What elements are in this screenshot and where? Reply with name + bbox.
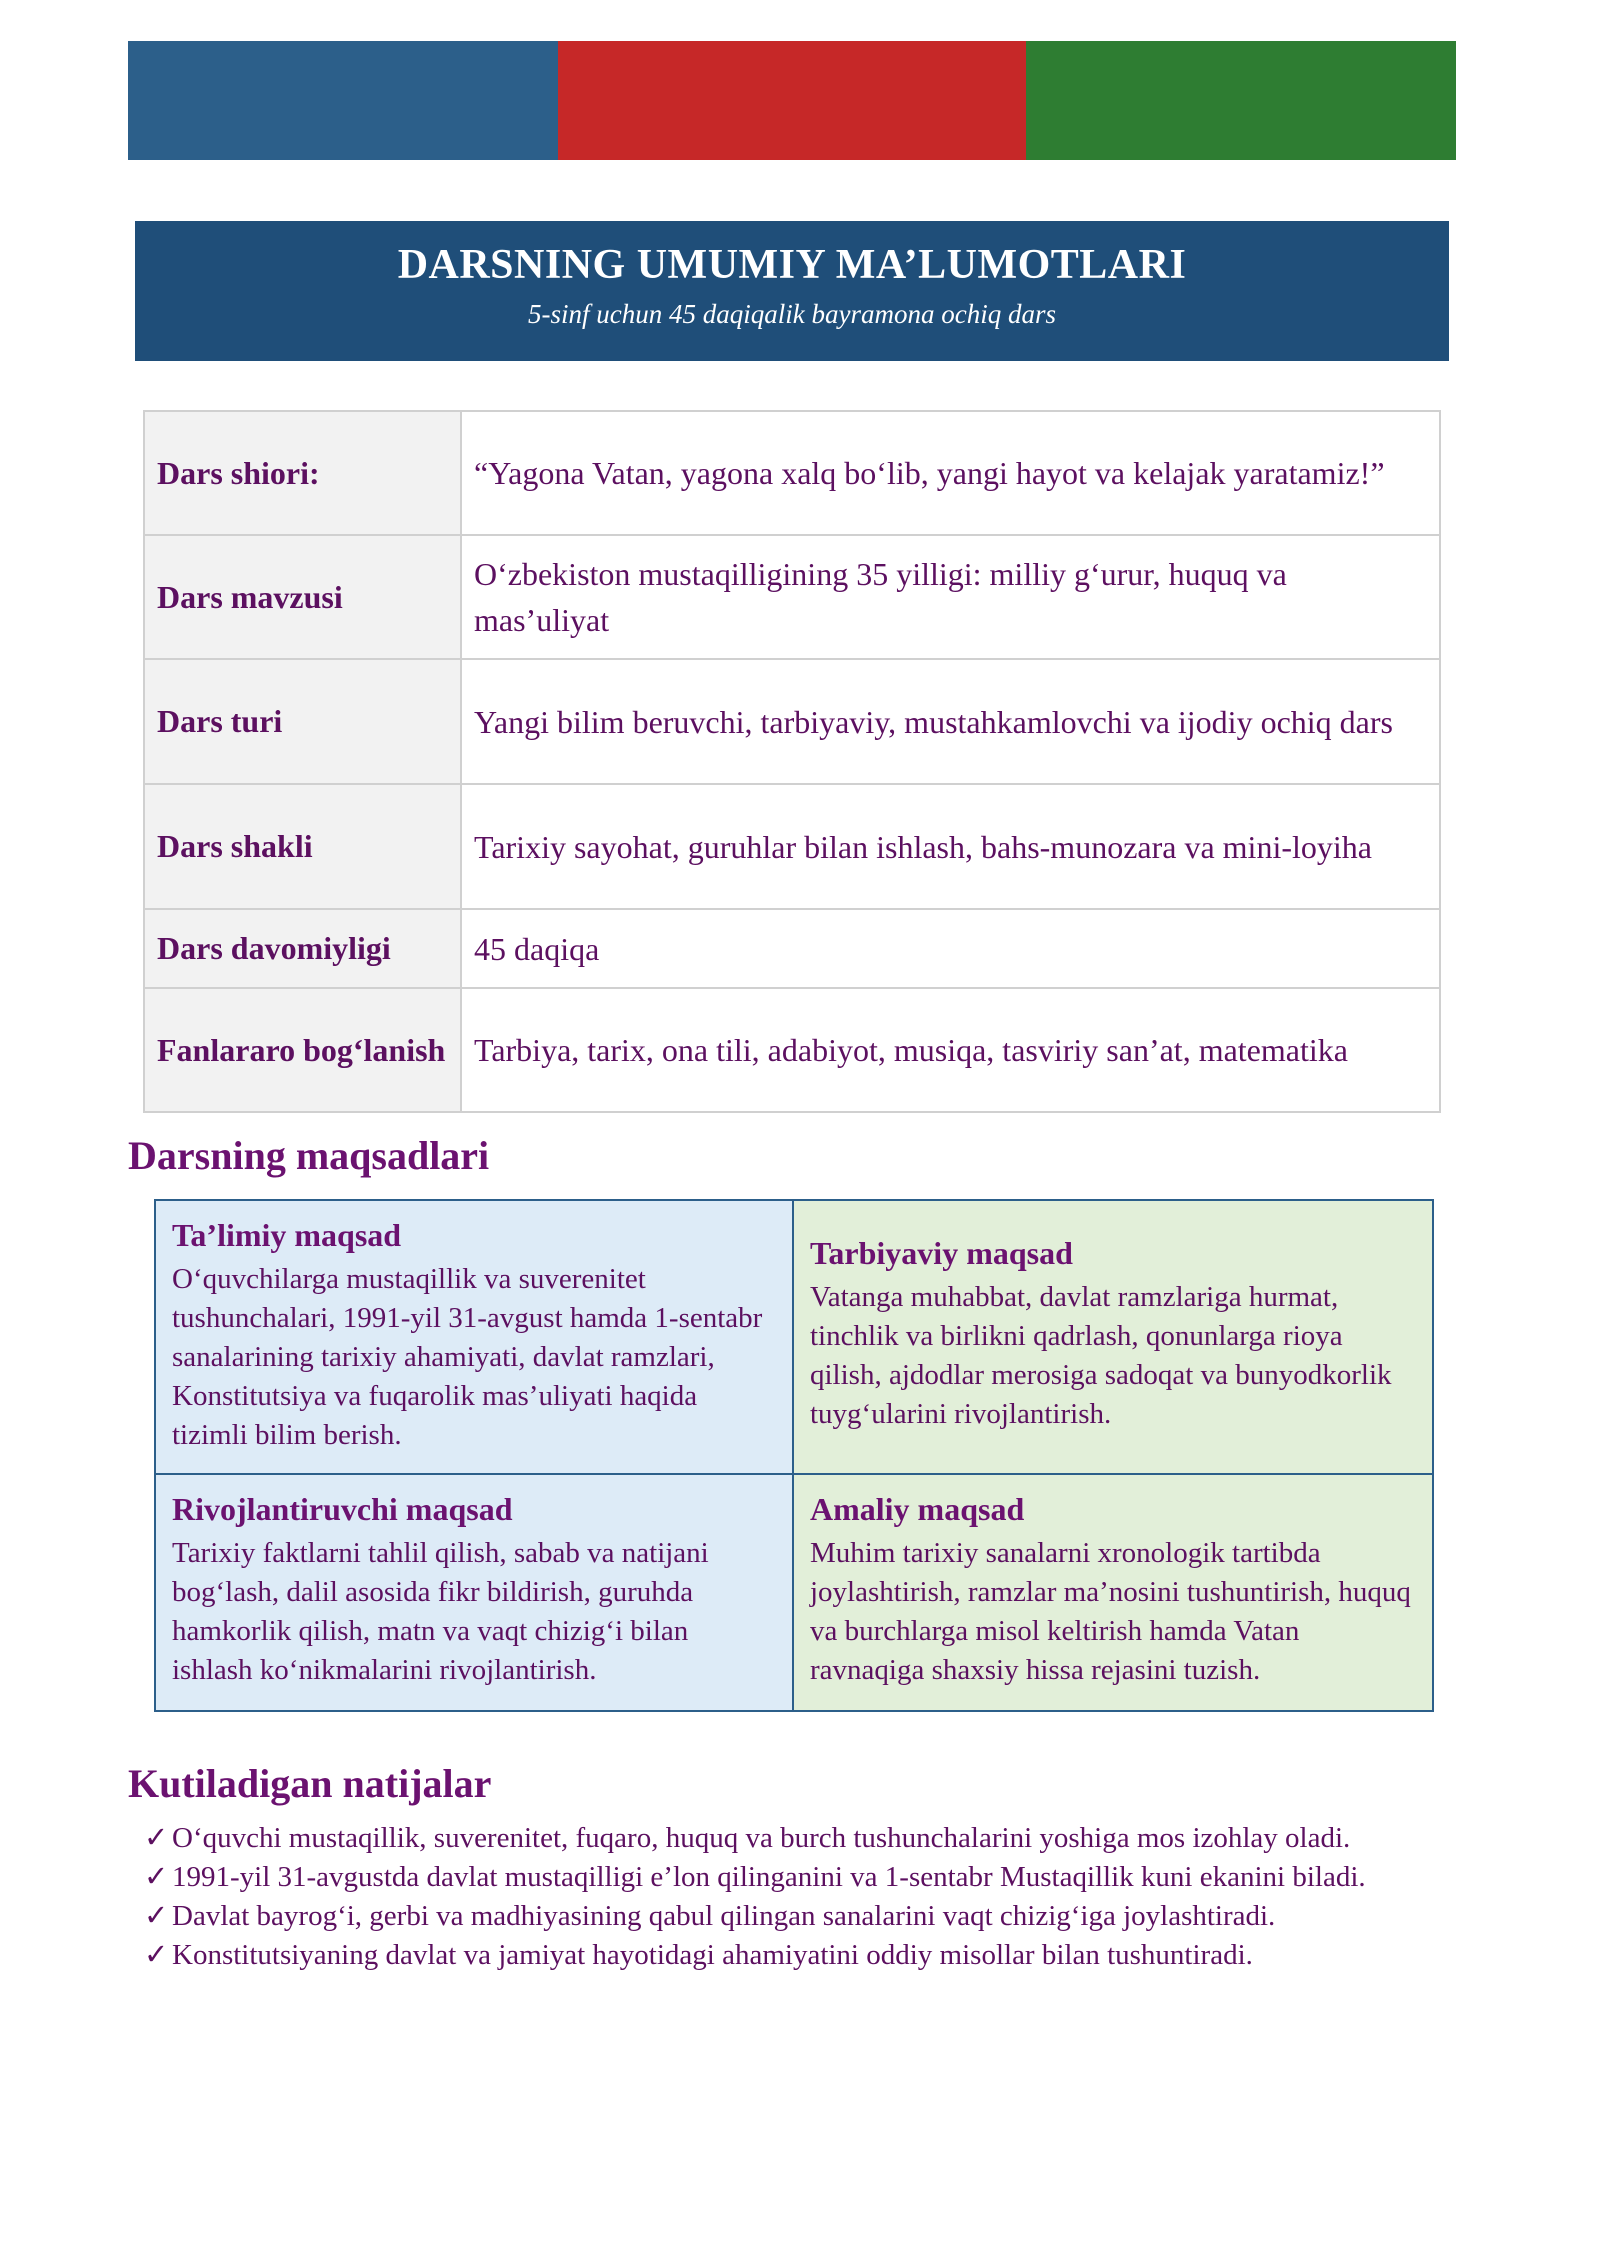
goal-text: Tarixiy faktlarni tahlil qilish, sabab va natijani bog‘lash, dalil asosida fikr bildirish, guruhda hamkorlik qilish, matn va vaqt chizig‘i bilan ishlash ko‘nikmalarini rivojlantirish. (172, 1537, 709, 1686)
goals-heading: Darsning maqsadlari (128, 1133, 490, 1178)
info-value: Yangi bilim beruvchi, tarbiyaviy, mustahkamlovchi va ijodiy ochiq dars (461, 659, 1440, 784)
info-value: O‘zbekiston mustaqilligining 35 yilligi: milliy g‘urur, huquq va mas’uliyat (461, 535, 1440, 659)
list-item (144, 1898, 1444, 1935)
goal-title: Amaliy maqsad (810, 1491, 1025, 1527)
table-row (144, 784, 1440, 909)
result-text: Davlat bayrog‘i, gerbi va madhiyasining qabul qilingan sanalarini vaqt chizig‘iga joylashtiradi. (172, 1900, 1276, 1932)
info-label: Dars shiori: (144, 411, 461, 535)
goal-text: Vatanga muhabbat, davlat ramzlariga hurmat, tinchlik va birlikni qadrlash, qonunlarga rioya qilish, ajdodlar merosiga sadoqat va bunyodkorlik tuyg‘ularini rivojlantirish. (810, 1281, 1392, 1430)
info-label: Fanlararo bog‘lanish (144, 988, 461, 1112)
flag-stripe-red (558, 41, 1026, 160)
info-label: Dars shakli (144, 784, 461, 909)
flag-color-band (128, 41, 1456, 160)
flag-stripe-green (1026, 41, 1456, 160)
info-value: Tarbiya, tarix, ona tili, adabiyot, musiqa, tasviriy san’at, matematika (461, 988, 1440, 1112)
results-list (144, 1820, 1444, 1976)
goal-title: Ta’limiy maqsad (172, 1217, 402, 1253)
result-text: Konstitutsiyaning davlat va jamiyat hayotidagi ahamiyatini oddiy misollar bilan tushuntiradi. (172, 1939, 1253, 1971)
table-row (144, 909, 1440, 988)
page-title: DARSNING UMUMIY MA’LUMOTLARI (397, 242, 1187, 288)
results-heading: Kutiladigan natijalar (128, 1761, 492, 1806)
table-row (144, 659, 1440, 784)
goal-text: Muhim tarixiy sanalarni xronologik tartibda joylashtirish, ramzlar ma’nosini tushuntirish, huquq va burchlarga misol keltirish hamda Vatan ravnaqiga shaxsiy hissa rejasini tuzish. (810, 1537, 1411, 1686)
goal-title: Rivojlantiruvchi maqsad (172, 1491, 513, 1527)
goal-card-practical (794, 1475, 1432, 1710)
result-text: O‘quvchi mustaqillik, suverenitet, fuqaro, huquq va burch tushunchalarini yoshiga mos izohlay oladi. (172, 1822, 1351, 1854)
title-banner (135, 221, 1449, 361)
checkmark-icon: ✓ (144, 1939, 169, 1971)
info-value: 45 daqiqa (461, 909, 1440, 988)
info-value: Tarixiy sayohat, guruhlar bilan ishlash, bahs-munozara va mini-loyiha (461, 784, 1440, 909)
checkmark-icon: ✓ (144, 1861, 169, 1893)
goal-title: Tarbiyaviy maqsad (810, 1235, 1073, 1271)
result-text: 1991-yil 31-avgustda davlat mustaqilligi e’lon qilinganini va 1-sentabr Mustaqillik kuni ekanini biladi. (172, 1861, 1366, 1893)
table-row (144, 411, 1440, 535)
info-label: Dars davomiyligi (144, 909, 461, 988)
table-row (144, 988, 1440, 1112)
list-item (144, 1859, 1444, 1896)
lesson-info-table (143, 410, 1441, 1113)
info-label: Dars turi (144, 659, 461, 784)
goal-card-upbringing (794, 1201, 1432, 1475)
page-subtitle: 5-sinf uchun 45 daqiqalik bayramona ochiq dars (528, 299, 1056, 329)
flag-stripe-blue (128, 41, 558, 160)
info-label: Dars mavzusi (144, 535, 461, 659)
info-value: “Yagona Vatan, yagona xalq bo‘lib, yangi hayot va kelajak yaratamiz!” (461, 411, 1440, 535)
goal-card-educational (156, 1201, 794, 1475)
goal-card-developmental (156, 1475, 794, 1710)
goal-text: O‘quvchilarga mustaqillik va suverenitet tushunchalari, 1991-yil 31-avgust hamda 1-sentabr sanalarining tarixiy ahamiyati, davlat ramzlari, Konstitutsiya va fuqarolik mas’uliyati haqida tizimli bilim berish. (172, 1263, 763, 1451)
checkmark-icon: ✓ (144, 1900, 169, 1932)
list-item (144, 1820, 1444, 1857)
list-item (144, 1937, 1444, 1974)
checkmark-icon: ✓ (144, 1822, 169, 1854)
table-row (144, 535, 1440, 659)
goals-grid (154, 1199, 1434, 1712)
